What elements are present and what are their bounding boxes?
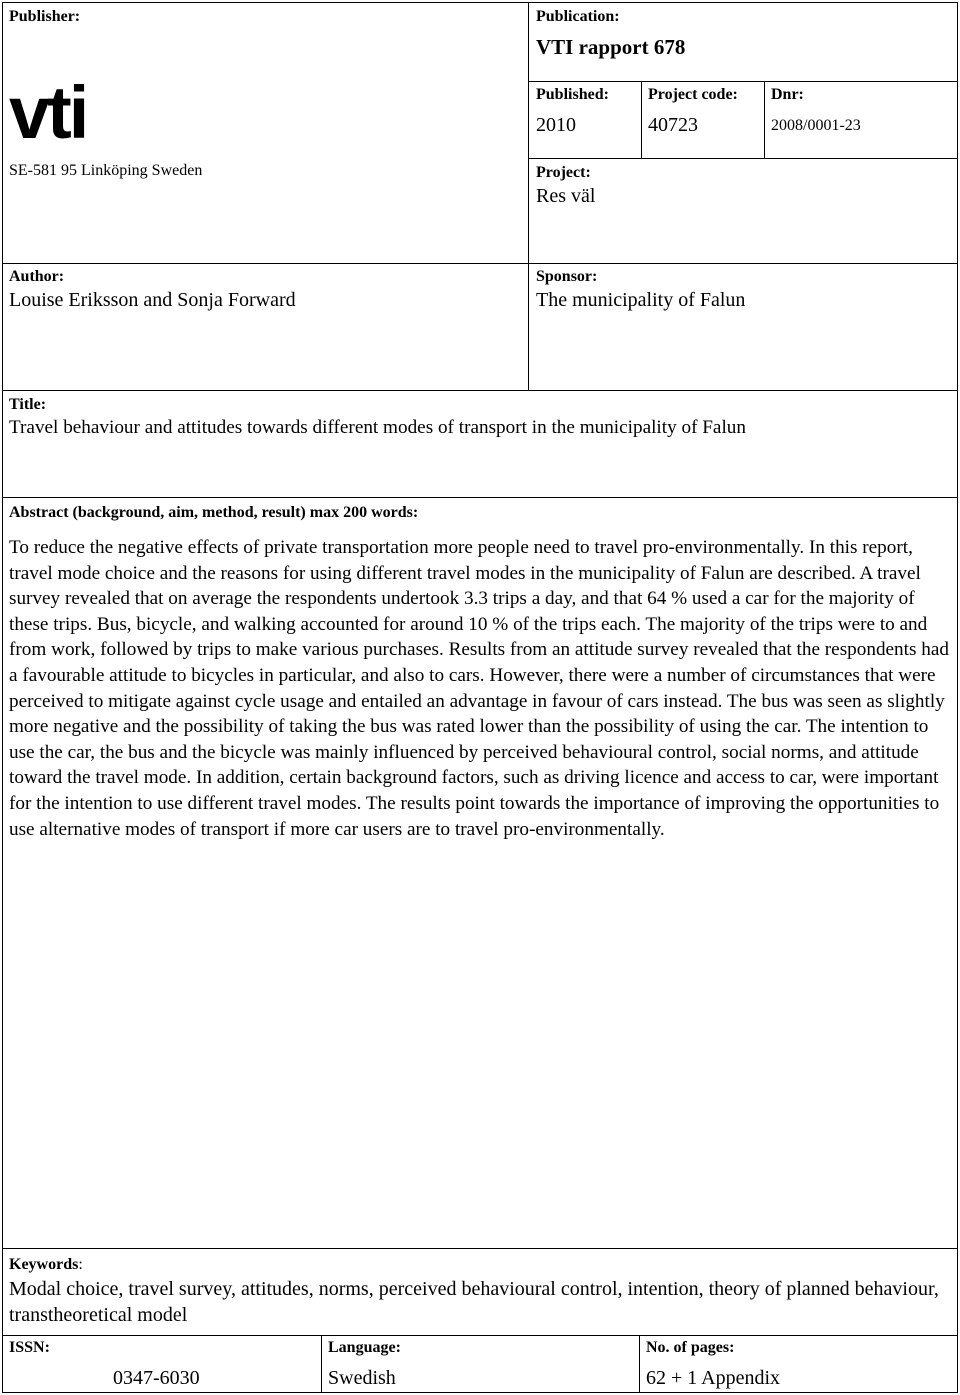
keywords-label-bold: Keywords: [9, 1256, 79, 1273]
publisher-address: SE-581 95 Linköping Sweden: [9, 162, 203, 179]
author-value: Louise Eriksson and Sonja Forward: [9, 289, 296, 311]
project-cell: [528, 158, 958, 264]
project-label: Project:: [536, 164, 591, 181]
author-label: Author:: [9, 268, 65, 285]
publication-value: VTI rapport 678: [536, 35, 686, 59]
keywords-text: Modal choice, travel survey, attitudes, norms, perceived behavioural control, intention, theory of planned behaviour, transtheoretical model: [9, 1278, 939, 1326]
published-value: 2010: [536, 114, 576, 136]
sponsor-label: Sponsor:: [536, 268, 598, 285]
vti-logo-mark: [9, 80, 99, 144]
title-label: Title:: [9, 396, 47, 413]
dnr-label: Dnr:: [771, 86, 804, 103]
project-code-value: 40723: [648, 114, 698, 136]
publication-label: Publication:: [536, 8, 620, 25]
vti-logo-text: vti: [9, 80, 87, 144]
title-cell: [2, 390, 958, 498]
publisher-label: Publisher:: [9, 8, 81, 25]
abstract-text: To reduce the negative effects of private transportation more people need to travel pro-environmentally. In this report, travel mode choice and the reasons for using different travel modes in the municipality of Falun are described. A travel survey revealed that on average the respondents undertook 3.3 trips a day, and that 64 % used a car for the majority of these trips. Bus, bicycle, and walking accounted for around 10 % of the trips each. The majority of the trips were to and from work, followed by trips to make various purchases. Results from an attitude survey revealed that the respondents had a favourable attitude to bicycles in particular, and also to cars. However, there were a number of circumstances that were perceived to mitigate against cycle usage and entailed an advantage in favour of cars instead. The bus was seen as slightly more negative and the possibility of taking the bus was rated lower than the possibility of using the car. The intention to use the car, the bus and the bicycle was mainly influenced by perceived behavioural control, social norms, and attitude toward the travel mode. In addition, certain background factors, such as driving licence and access to car, were important for the intention to use different travel modes. The results point towards the importance of improving the opportunities to use alternative modes of transport if more car users are to travel pro-environmentally.: [9, 537, 949, 840]
published-label: Published:: [536, 86, 609, 103]
author-cell: [2, 263, 529, 391]
issn-label: ISSN:: [9, 1339, 50, 1356]
title-value: Travel behaviour and attitudes towards different modes of transport in the municipality of Falun: [9, 417, 746, 438]
issn-value: 0347-6030: [113, 1367, 200, 1389]
dnr-value: 2008/0001-23: [771, 117, 861, 134]
vti-logo: [9, 80, 99, 144]
keywords-label: [9, 1256, 83, 1274]
pages-label: No. of pages:: [646, 1339, 735, 1356]
language-value: Swedish: [328, 1367, 396, 1389]
sponsor-value: The municipality of Falun: [536, 289, 746, 311]
language-label: Language:: [328, 1339, 401, 1356]
keywords-label-colon: :: [78, 1256, 83, 1273]
pages-value: 62 + 1 Appendix: [646, 1367, 781, 1389]
abstract-label: Abstract (background, aim, method, result) max 200 words:: [9, 504, 419, 521]
project-code-label: Project code:: [648, 86, 738, 103]
project-value: Res väl: [536, 185, 596, 207]
